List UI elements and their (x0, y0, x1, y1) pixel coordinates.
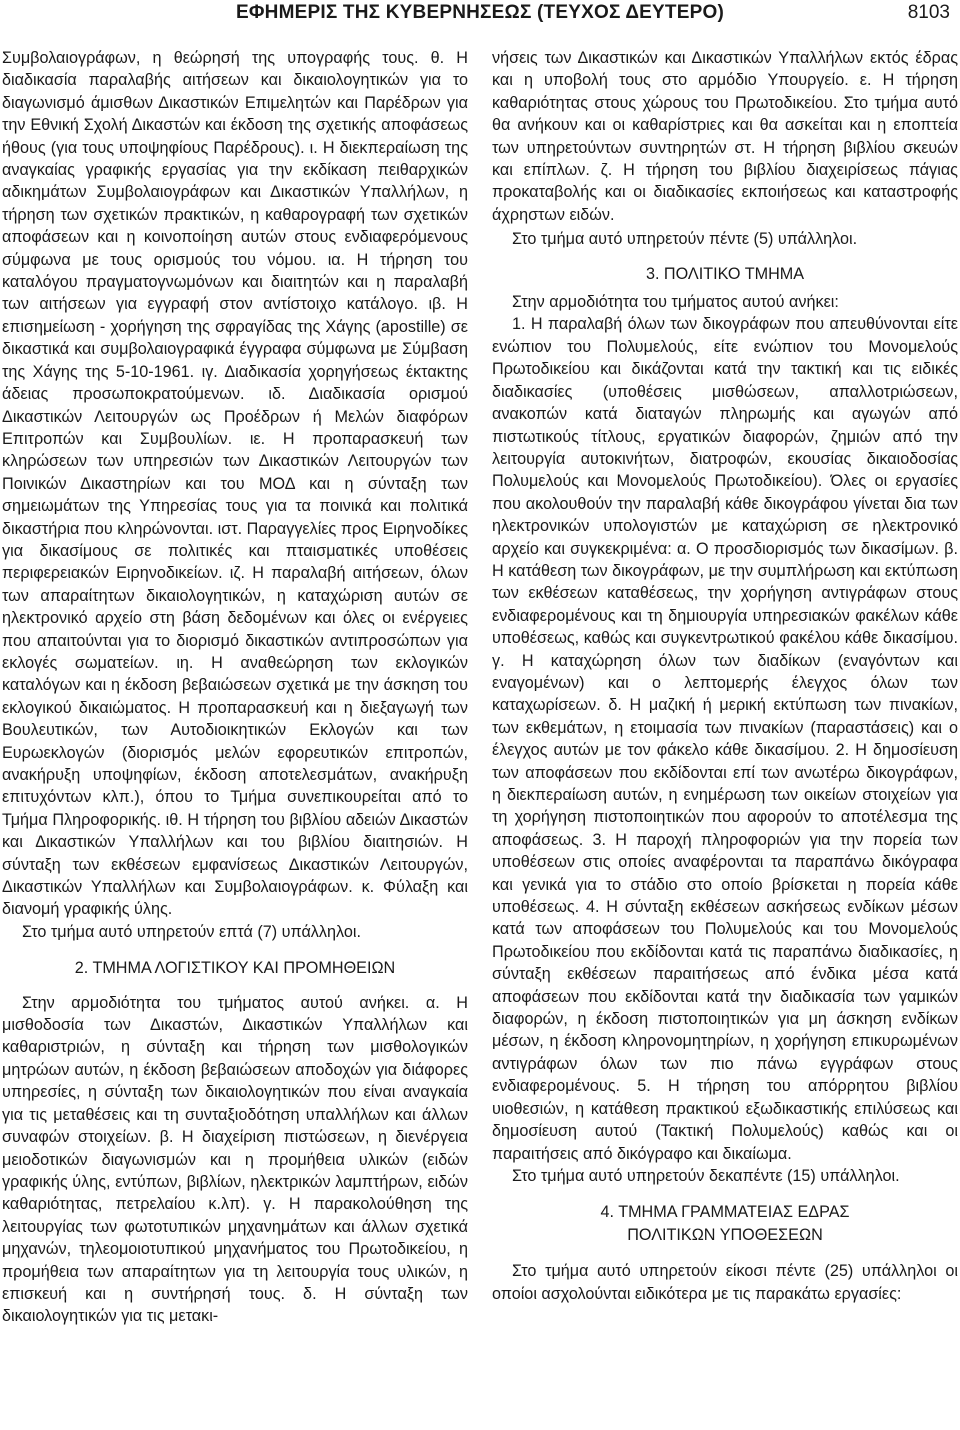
body-paragraph: 1. Η παραλαβή όλων των δικογράφων που απευθύνονται είτε ενώπιον του Πολυμελούς, είτε ενώπιον του Μονομελούς Πρωτοδικείου και δικάζονται κατά την τακτική και τις ειδικές διαδικασίες (υποθέσεις μισθώσεων, απαλλοτριώσεων, ανακοπών κατά διαταγών πληρωμής και αγωγών από πιστωτικούς τίτλους, εργατικών διαφορών, ζημιών από την λειτουργία αυτοκινήτων, διατροφών, εκουσίας δικαιοδοσίας Πολυμελούς και Μονομελούς Πρωτοδικείου). Όλες οι εργασίες που ακολουθούν την παραλαβή κάθε δικογράφου γίνεται δια των ηλεκτρονικών υπολογιστών με καταχώριση σε ηλεκτρονικό αρχείο και συγκεκριμένα: α. Ο προσδιορισμός των δικασίμων. β. Η κατάθεση των δικογράφων, με την συμπλήρωση και εκτύπωση των εκθέσεων καταθέσεως, την χορήγηση αντιγράφων στους ενδιαφερομένους και τη δημιουργία υπηρεσιακών φακέλων κάθε υποθέσεως, καθώς και συγκεντρωτικού φακέλου κάθε δικασίμου. γ. Η καταχώρηση όλων των διαδίκων (εναγόντων και εναγομένων) και ο λεπτομερής έλεγχος όλων των καταχωρίσεων. δ. Η μαζική ή μερική εκτύπωση των πινακίων, των εκθεμάτων, η ετοιμασία των πινακίων (παραστάσεις) και ο έλεγχος αυτών με τον φάκελο κάθε δικασίμου. 2. Η δημοσίευση των αποφάσεων που εκδίδονται επί των ανωτέρω δικογράφων, η διεκπεραίωση αυτών, η ενημέρωση των οικείων στοιχείων για τη χορήγηση πιστοποιητικών που αφορούν το αποτέλεσμα της αποφάσεως. 3. Η παροχή πληροφοριών για την πορεία των υποθέσεων στις οποίες αναφέρονται τα παραπάνω δικόγραφα και γενικά για το στάδιο στο οποίο βρίσκεται η πορεία κάθε υποθέσεως. 4. Η σύνταξη εκθέσεων ασκήσεως ενδίκων μέσων κατά των αποφάσεων του Πολυμελούς και του Μονομελούς Πρωτοδικείου που εκδίδονται κατά τις παραπάνω διαδικασίες, η σύνταξη εκθέσεων παραιτήσεως από ένδικα μέσα κατά αποφάσεων που εκδίδονται κατά την διαδικασία των γαμικών διαφορών, η έκδοση πιστοποιητικών για μη άσκηση ενδίκων μέσων, η έκδοση κληρονομητηρίων, η χορήγηση επικυρωμένων αντιγράφων όλων των πιο πάνω εγγράφων στους ενδιαφερομένους. 5. Η τήρηση του απόρρητου βιβλίου υιοθεσιών, η κατάθεση πρακτικού εξωδικαστικής επιλύσεως και δημοσίευση αυτού (Τακτική Πολυμελούς) καθώς και οι παραιτήσεις από δικόγραφο και δικαίωμα. (492, 315, 958, 1163)
left-column (2, 47, 468, 1427)
staff-count-text: Στο τμήμα αυτό υπηρετούν πέντε (5) υπάλληλοι. (512, 230, 858, 249)
staff-count-text: Στο τμήμα αυτό υπηρετούν επτά (7) υπάλληλοι. (22, 922, 361, 941)
body-paragraph: Συμβολαιογράφων, η θεώρησή της υπογραφής τους. θ. Η διαδικασία παραλαβής αιτήσεων και δικαιολογητικών για το διαγωνισμό άμισθων Δικαστικών Επιμελητών και Παρέδρων για την Εθνική Σχολή Δικαστών και έκδοση της σχετικής αποφάσεως ήθους (για τους υποψηφίους Παρέδρους). ι. Η διεκπεραίωση της αναγκαίας γραφικής εργασίας για την εκδίκαση πειθαρχικών αδικημάτων Συμβολαιογράφων και Δικαστικών Υπαλλήλων, η τήρηση των σχετικών πρακτικών, η καθαρογραφή των σχετικών αποφάσεων και η κοινοποίηση αυτών στους ενδιαφερόμενους σύμφωνα με τους ορισμούς του νόμου. ια. Η τήρηση του καταλόγου πραγματογνωμόνων και διαιτητών και η παραλαβή των αιτήσεων για εγγραφή στον αντίστοιχο κατάλογο. ιβ. Η επισημείωση - χορήγηση της σφραγίδας της Χάγης (apostille) σε δικαστικά και συμβολαιογραφικά έγγραφα σύμφωνα με Σύμβαση της Χάγης της 5-10-1961. ιγ. Διαδικασία χορηγήσεως έκτακτης άδειας προσωποκρατούμενων. ιδ. Διαδικασία ορισμού Δικαστικών Λειτουργών ως Προέδρων ή Μελών διαφόρων Επιτροπών και Συμβουλίων. ιε. Η προπαρασκευή των κληρώσεων των υπηρεσιών των Δικαστικών Λειτουργών των Ποινικών Δικαστηρίων και του ΜΟΔ και η σύνταξη των σημειωμάτων της Υπηρεσίας τους για τα ποινικά και πολιτικά δικαστήρια που κληρώνονται. ιστ. Παραγγελίες προς Ειρηνοδίκες για δικασίμους σε πολιτικές και πταισματικές υποθέσεις περιφερειακών Ειρηνοδικείων. ιζ. Η παραλαβή αιτήσεων, όλων των απαραίτητων δικαιολογητικών, η καταχώριση αυτών σε ηλεκτρονικό αρχείο στη βάση δεδομένων και όλες οι ενέργειες που απαιτούνται για το διορισμό δικαστικών αντιπροσώπων για εκλογές σωματείων. ιη. Η αναθεώρηση των εκλογικών καταλόγων και η έκδοση βεβαιώσεων σχετικά με την άσκηση του εκλογικού δικαιώματος. Η προπαρασκευή και η διεξαγωγή των Βουλευτικών, των Αυτοδιοικητικών Εκλογών και των Ευρωεκλογών (διορισμός μελών εφορευτικών επιτροπών, ανακήρυξη υποψηφίων, έκδοση αποτελεσμάτων, ανακήρυξη επιτυχόντων κλπ.), όπου το Τμήμα συνεπικουρείται από το Τμήμα Πληροφορικής. ιθ. Η τήρηση του βιβλίου αδειών Δικαστών και Δικαστικών Υπαλλήλων και του βιβλίου διαιτησιών. Η σύνταξη των εκθέσεων εμφανίσεως Δικαστικών Λειτουργών, Δικαστικών Υπαλλήλων και Συμβολαιογράφων. κ. Φύλαξη και διανομή γραφικής ύλης. (2, 49, 468, 919)
body-paragraph: Στην αρμοδιότητα του τμήματος αυτού ανήκει. α. Η μισθοδοσία των Δικαστών, Δικαστικών Υπαλλήλων και καθαριστριών, η σύνταξη και τήρηση των μισθολογικών μητρώων αυτών, η έκδοση βεβαιώσεων αποδοχών για διάφορες υπηρεσίες, η σύνταξη των δικαιολογητικών που είναι αναγκαία για τις μεταθέσεις και τη συνταξιοδότηση υπαλλήλων και άλλων συναφών στοιχείων. β. Η διαχείριση πιστώσεων, η διενέργεια μειοδοτικών διαγωνισμών και η προμήθεια υλικών (ειδών γραφικής ύλης, εντύπων, βιβλίων, ηλεκτρικών λαμπτήρων, ειδών καθαριότητας, πετρελαίου κ.λπ). γ. Η παρακολούθηση της λειτουργίας των φωτοτυπικών μηχανημάτων και άλλων σχετικά μηχανών, τηλεομοιοτυπικού μηχανήματος του Πρωτοδικείου, η προμήθεια των απαραίτητων για τη λειτουργία τους υλικών, η επισκευή και η συντήρησή τους. δ. Η σύνταξη των δικαιολογητικών για τις μετακι- (2, 993, 468, 1326)
section-heading: 4. ΤΜΗΜΑ ΓΡΑΜΜΑΤΕΙΑΣ ΕΔΡΑΣ (600, 1203, 850, 1222)
body-paragraph: νήσεις των Δικαστικών και Δικαστικών Υπαλλήλων εκτός έδρας και η υποβολή τους στο αρμόδιο Υπουργείο. ε. Η τήρηση καθαριότητας στους χώρους του Πρωτοδικείου. Στο τμήμα αυτό θα ανήκουν και οι καθαρίστριες και θα ασκείται και η εποπτεία των υπηρετούντων συντηρητών στ. Η τήρηση βιβλίου σκευών και επίπλων. ζ. Η τήρηση του βιβλίου διαχειρίσεως πάγιας προκαταβολής και οι διαδικασίες εκποιήσεως και καταστροφής άχρηστων ειδών. (492, 49, 958, 224)
page-header (0, 0, 960, 40)
section-heading-continued: ΠΟΛΙΤΙΚΩΝ ΥΠΟΘΕΣΕΩΝ (627, 1225, 823, 1244)
gazette-title: ΕΦΗΜΕΡΙΣ ΤΗΣ ΚΥΒΕΡΝΗΣΕΩΣ (ΤΕΥΧΟΣ ΔΕΥΤΕΡΟ) (236, 2, 724, 23)
page-number: 8103 (907, 2, 950, 23)
section-heading: 2. ΤΜΗΜΑ ΛΟΓΙΣΤΙΚΟΥ ΚΑΙ ΠΡΟΜΗΘΕΙΩΝ (74, 959, 396, 978)
body-paragraph: Στο τμήμα αυτό υπηρετούν είκοσι πέντε (25) υπάλληλοι οι οποίοι ασχολούνται ειδικότερα με τις παρακάτω εργασίες: (492, 1262, 958, 1303)
right-column (492, 47, 958, 1427)
staff-count-text: Στο τμήμα αυτό υπηρετούν δεκαπέντε (15) υπάλληλοι. (512, 1166, 900, 1185)
section-heading: 3. ΠΟΛΙΤΙΚΟ ΤΜΗΜΑ (645, 264, 805, 283)
competence-text: Στην αρμοδιότητα του τμήματος αυτού ανήκει: (512, 293, 839, 312)
